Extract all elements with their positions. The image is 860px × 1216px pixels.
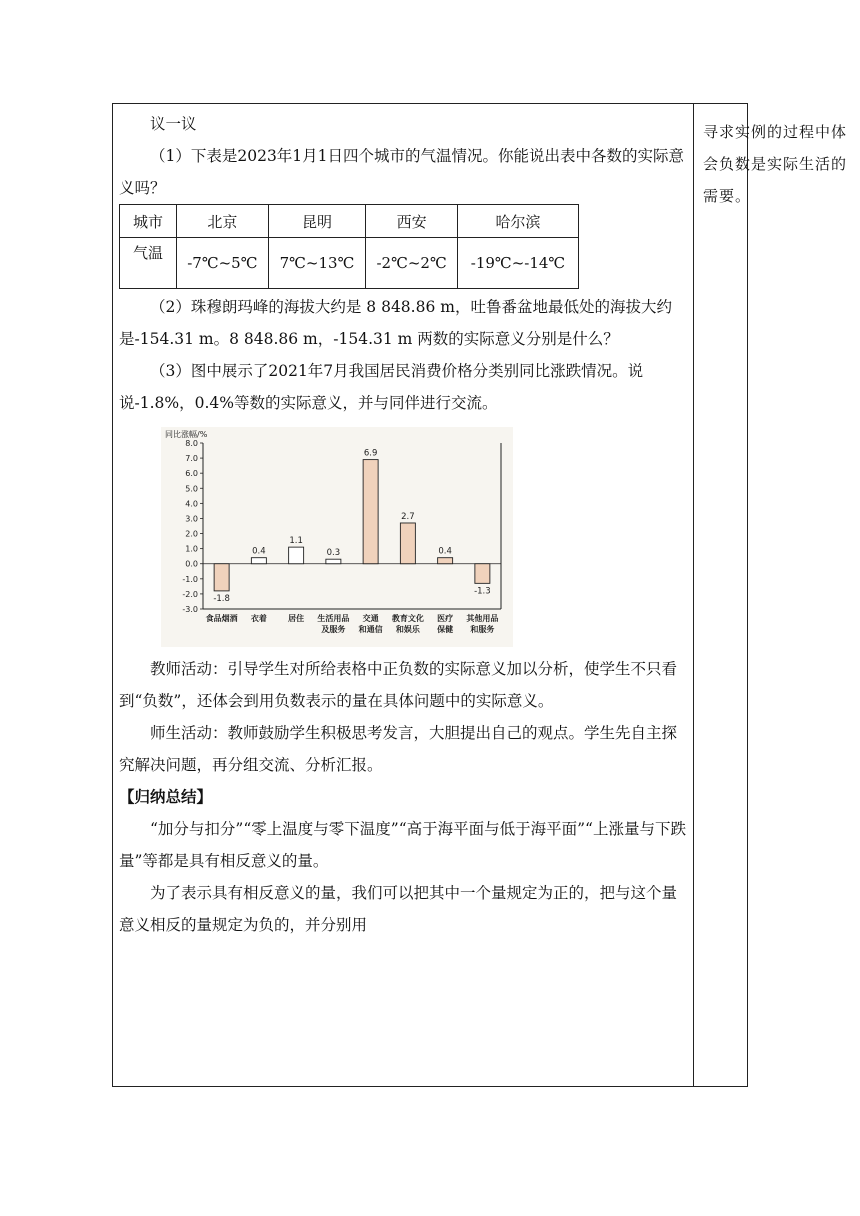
category-label: 及服务 <box>321 625 346 634</box>
y-tick-label: 4.0 <box>185 499 198 509</box>
summary-paragraph-1: “加分与扣分”“零上温度与零下温度”“高于海平面与低于海平面”“上涨量与下跌量”等都是具有相反意义的量。 <box>119 820 686 870</box>
y-tick-label: -2.0 <box>182 589 198 599</box>
category-label: 食品烟酒 <box>205 614 238 623</box>
table-cell: 昆明 <box>268 205 366 238</box>
table-cell: 7℃~13℃ <box>268 238 366 289</box>
table-cell: 气温 <box>120 238 177 289</box>
y-tick-label: 0.0 <box>185 559 198 569</box>
category-label: 和娱乐 <box>395 625 420 634</box>
category-label: 和服务 <box>470 625 495 634</box>
data-label: 0.4 <box>438 546 452 557</box>
category-label: 衣着 <box>250 614 267 623</box>
question-1: （1）下表是2023年1月1日四个城市的气温情况。你能说出表中各数的实际意义吗？ <box>119 147 685 197</box>
table-cell: 西安 <box>366 205 458 238</box>
table-cell: -2℃~2℃ <box>366 238 458 289</box>
category-label: 居住 <box>288 614 305 623</box>
main-column <box>119 104 687 941</box>
y-tick-label: 5.0 <box>185 484 198 494</box>
data-label: 0.3 <box>326 548 341 559</box>
bar-chart-svg <box>161 427 513 647</box>
data-label: 2.7 <box>401 511 415 522</box>
table-cell: -7℃~5℃ <box>177 238 269 289</box>
table-cell: 城市 <box>120 205 177 238</box>
data-label: -1.3 <box>474 586 491 597</box>
side-note: 寻求实例的过程中体会负数是实际生活的需要。 <box>703 123 848 205</box>
category-label: 和通信 <box>358 625 383 634</box>
data-label: -1.8 <box>213 593 230 604</box>
y-tick-label: 6.0 <box>185 469 198 479</box>
bar <box>475 564 490 584</box>
y-tick-label: 1.0 <box>185 544 198 554</box>
teacher-activity: 教师活动：引导学生对所给表格中正负数的实际意义加以分析，使学生不只看到“负数”，还体会到用负数表示的量在具体问题中的实际意义。 <box>119 660 678 710</box>
lesson-table <box>112 103 848 1087</box>
data-label: 0.4 <box>252 546 266 557</box>
y-tick-label: 8.0 <box>185 439 198 448</box>
table-cell: 哈尔滨 <box>458 205 579 238</box>
y-tick-label: 2.0 <box>185 529 198 539</box>
column-divider <box>693 104 694 1086</box>
summary-heading: 【归纳总结】 <box>119 788 213 806</box>
category-label: 交通 <box>362 614 379 623</box>
bar <box>438 558 453 564</box>
bar <box>363 460 378 564</box>
bar <box>214 564 229 591</box>
bar <box>289 547 304 564</box>
category-label: 保健 <box>437 625 454 634</box>
table-cell: 北京 <box>177 205 269 238</box>
temperature-table <box>119 204 579 289</box>
bar <box>251 558 266 564</box>
category-label: 教育文化 <box>391 614 424 623</box>
y-tick-label: -3.0 <box>182 605 198 614</box>
teacher-student-activity: 师生活动：教师鼓励学生积极思考发言，大胆提出自己的观点。学生先自主探究解决问题，再分组交流、分析汇报。 <box>119 724 678 774</box>
category-label: 生活用品 <box>317 614 350 623</box>
price-change-chart <box>161 427 513 647</box>
data-label: 6.9 <box>363 448 378 459</box>
y-axis-label: 同比涨幅/% <box>165 430 208 439</box>
category-label: 医疗 <box>437 614 454 623</box>
bar <box>326 559 341 564</box>
table-row <box>120 238 579 289</box>
question-3: （3）图中展示了2021年7月我国居民消费价格分类别同比涨跌情况。说说-1.8%，0.4%等数的实际意义，并与同伴进行交流。 <box>119 362 644 412</box>
question-2: （2）珠穆朗玛峰的海拔大约是 8 848.86 m，吐鲁番盆地最低处的海拔大约是-154.31 m。8 848.86 m，-154.31 m 两数的实际意义分别是什么？ <box>119 298 672 348</box>
discuss-title: 议一议 <box>150 115 197 133</box>
y-tick-label: 3.0 <box>185 514 198 524</box>
category-label: 其他用品 <box>466 614 499 623</box>
summary-paragraph-2: 为了表示具有相反意义的量，我们可以把其中一个量规定为正的，把与这个量意义相反的量规定为负的，并分别用 <box>119 884 678 934</box>
data-label: 1.1 <box>289 536 303 547</box>
y-tick-label: 7.0 <box>185 454 198 464</box>
table-cell: -19℃~-14℃ <box>458 238 579 289</box>
table-header-row <box>120 205 579 238</box>
bar <box>400 523 415 564</box>
y-tick-label: -1.0 <box>182 574 198 584</box>
